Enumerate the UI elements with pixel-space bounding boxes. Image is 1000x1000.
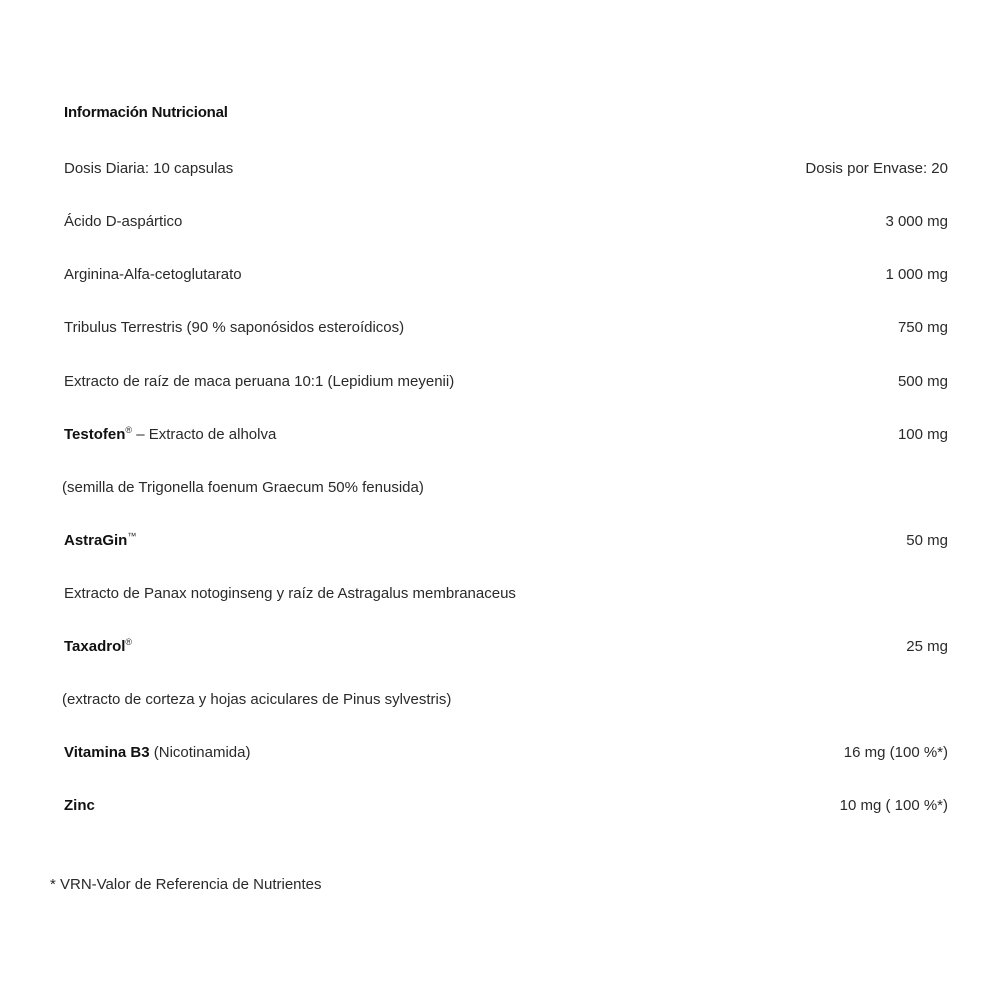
ingredient-amount: 750 mg [897,318,948,336]
ingredient-name: Arginina-Alfa-cetoglutarato [64,265,242,283]
nutrition-title: Información Nutricional [64,104,228,121]
ingredient-note: Extracto de Panax notoginseng y raíz de Astragalus membranaceus [64,584,516,602]
ingredient-description: – Extracto de alholva [132,425,277,443]
ingredient-name [64,638,132,655]
ingredient-amount: 16 mg (100 %*) [843,743,948,761]
daily-dose-text: Dosis Diaria: 10 capsulas [64,159,234,177]
ingredient-row [64,740,948,764]
trademark-mark: ™ [127,530,137,541]
footnote: * VRN-Valor de Referencia de Nutrientes [50,876,322,893]
ingredient-amount: 10 mg ( 100 %*) [839,796,948,814]
ingredient-amount: 3 000 mg [885,212,948,230]
ingredient-amount: 25 mg [906,637,948,655]
brand-name: Vitamina B3 [64,743,150,761]
brand-name: Zinc [64,796,95,814]
ingredient-amount: 100 mg [897,425,948,443]
ingredient-description: (Nicotinamida) [149,743,251,761]
ingredient-row [64,209,948,233]
dose-header-row [64,156,948,180]
ingredient-row [64,422,948,446]
ingredient-name [64,797,95,814]
registered-mark: ® [125,424,133,435]
registered-mark: ® [125,636,133,647]
ingredient-amount: 50 mg [906,531,948,549]
ingredient-name: Extracto de raíz de maca peruana 10:1 (Lepidium meyenii) [64,372,455,390]
ingredient-amount: 500 mg [897,372,948,390]
ingredient-name: Tribulus Terrestris (90 % saponósidos esteroídicos) [64,318,405,336]
ingredient-name: Ácido D-aspártico [64,212,183,230]
ingredient-row [64,634,948,658]
ingredient-amount: 1 000 mg [885,265,948,283]
ingredient-name [64,532,136,549]
brand-name: Taxadrol [64,637,126,655]
ingredient-name [64,744,250,761]
ingredient-row [64,793,948,817]
ingredient-row [64,262,948,286]
ingredient-note-row [62,687,948,711]
doses-per-container-text: Dosis por Envase: 20 [805,159,948,177]
ingredient-row [64,528,948,552]
brand-name: Testofen [64,425,126,443]
brand-name: AstraGin [64,531,128,549]
ingredient-note: (extracto de corteza y hojas aciculares de Pinus sylvestris) [62,690,452,708]
ingredient-note-row [64,581,948,605]
ingredient-name [64,426,276,443]
ingredient-row [64,369,948,393]
ingredient-row [64,315,948,339]
ingredient-note: (semilla de Trigonella foenum Graecum 50% fenusida) [62,478,424,496]
ingredient-note-row [62,475,948,499]
